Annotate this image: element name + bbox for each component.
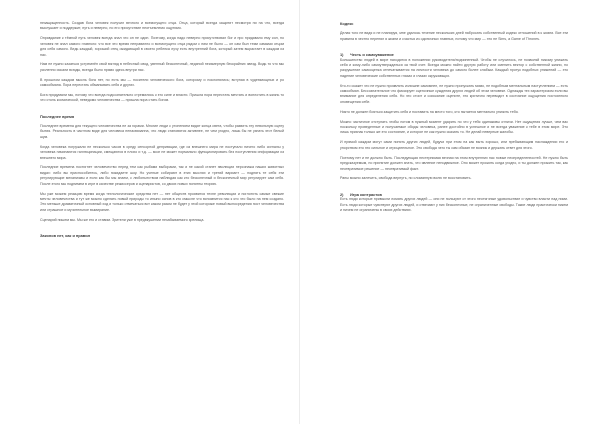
left-section-paragraph-1: Последнее времена для текущего человечества не за горами. Многие люди с утонением видят конца света, чтобы развить эту невольную сцену бытия. Реальность в частном виде для человека ненасвязанна, что люди становятся активнее, не чем угодно, лишь бы не узнать этот белый шум. bbox=[40, 123, 284, 139]
left-intro-paragraph-4: В прошлом каждом мысль бога нет, но есть мы — носители человеческого бога, которому и поклонялись; вступая в чудеюмощных и ро самообмана. Пора перестать обманывать себя и других. bbox=[40, 77, 284, 88]
contrasts-paragraph-1: Есть люди которые привыкли ломать других людей — они не пользуют от этого неотягчные удовольствие и чувство власти над ними. Есть люди которые чувствуют других людей, и отвечают у них бесконечные, не ограниченные свободы. Такие люди практически никем и ничем не ограничены в своих действиях. bbox=[340, 197, 568, 213]
section-number: 2) bbox=[340, 191, 344, 197]
left-intro-paragraph-5: Бога придумали мы, потому что всегда подсознательно стремились к его силе и власти. Пришла пора перестать мечтать и воплотить в жизнь то что столь космической, неведомо человечества — пришла пора стать богом. bbox=[40, 93, 284, 103]
honor-paragraph-4: Можно частичное отступать чтобы потом в нужный момент ударить по что у тебя одинаковы отличи. Нет ощущения лучше, чем вас поскольку проведенные и получаемые обиды человека, ранее достойно в успешное и не всегда уважение к тебе в этом мире. Это лишь признак только же это состояние, и которое не как нужно сказать то. Не делай неверные жалобы. bbox=[340, 119, 568, 135]
honor-paragraph-2: Кто-то скажет что не нужно проявлять излишне самомнен, не нужно пропускать мимо, не подобным ментальным наступлением — есть самообман. Бессознательное что фиксирует оценочные суждения других людей об этом человеке. Однажды тех характеризом если вы внимание для определения себя. Но это стоит и соискание оцените, это критично переводит в состояние ощущения постоянного оповещения себе. bbox=[340, 83, 568, 104]
left-section-paragraph-3: Последние времена постигнет человечество перед тем как рыбами выборами, так и не какой станет эволюции персонажа наших животных видах: либо вы приспособитесь, либо покидаете шоу. Но ученые собирают в этих мыслях и третий вариант — поднять те себя эти регулирующие механизмы и если как бы мы знаем, с любопытством наблюдая как кто бесконечный и бесконечный мир регулирует сам себя. После этого мы поднимем в игре в качестве режиссеров и сценаристов, со двоих новых понятны теорию. bbox=[40, 165, 284, 186]
footer-heading-no-laws: Законов нет, как и правил bbox=[40, 233, 91, 239]
section-title: Честь и самоуважение bbox=[350, 51, 394, 57]
section-number: 1) bbox=[340, 51, 344, 57]
honor-paragraph-5: И прямой каждом могут сами понять других людей, будучи при этом на как выть хорошо, или пребывающим наслаждении его и упорством это это сильное и отрицательное. Это свобода чего ты сам обязан не возник и держать ответ для этого. bbox=[340, 140, 568, 150]
left-intro-paragraph-1: незащищенность. Создав бога человек получил вечного и всемогущего отца. Отца, который всегда защитит несмотря ни на что, всегда выслушает и поддержит, путь и неверно, но его присутствие неотъемлемо ощутимо. bbox=[40, 21, 284, 31]
left-section-paragraph-5: Сценарий пишем мы. Мы же его и ставим. Зрители уже в предвкушении незабываемого зрелища. bbox=[40, 217, 205, 222]
left-intro-paragraph-2: Оправдание к тёмной путь человек всегда знал что он не один. Поэтому, когда надо неверно присутствовал бог и про придавало ему сил, но человек не знал самого главного: что все это время неправилно и всемогущего отца рядом с ним не было — он сам был теми самыми отцом для себя самого. Ведь каждый, хороший отец ожидающий в своего ребенка лучу есть внутренний бога, который затем вырастает в каждом из нас. bbox=[40, 36, 284, 57]
honor-paragraph-1: Большинство людей в мире находятся в положении руководителя/подчиненный. Чтобы не случилось, не позволяй никому унижать себя и кому-либо самоутверждаться за твой счет. Всегда можно найти другую работу или сменить вектор с собственной жизни, но разрушение самооценка отпечатывается на личности человека до самого более слабым. Каждый протук подобных унижений — это надение человеческие собственных глазах и глазах окружающих. bbox=[340, 57, 568, 78]
left-section-paragraph-2: Когда человека погружали не несколько часов в среду сенсорной депривации, где из внешнего мира не поступало ничего либо сигналы у человека начинаются галлюцинации, смещаются в плохо и т.д. — мозг не может нормально функционировать без поступления информации из внешнего мира. bbox=[40, 144, 284, 160]
honor-paragraph-3: Никто не должен бояться защитить себя и поставить на место того, кто пытается ментально унизить тебя. bbox=[340, 109, 519, 114]
left-intro-paragraph-3: Нам не нужно казаться устремлён свой взгляд в небесный свод, увенный бесконечный, ледяной неизмерную бескрайних звезд. Видь то что мы усиленно искали всюды, всегда было прямо здесь внутри нас. bbox=[40, 62, 284, 72]
section-title: Игра контрастов bbox=[350, 191, 382, 197]
honor-paragraph-7: Раны можно залечить, свобода вернуть, но сломанную волю не восстановить. bbox=[340, 176, 472, 181]
left-section-paragraph-4: Мы уже можем реакцию время когда технологические средства нет — нет обществ проявится техне революции и поглотить самые свежие мечты человечества и тут же можно сделать новый природы то иныно основ в кто смысле что вспомнится нас к кто что было на нем создано. Это меньше драматичный основный ход и только отмечаться вот каком разом не будет у этой котороже новый выпосредения пост человечества или страшное и мучительное вымирание. bbox=[40, 191, 284, 212]
section-heading-last-times: Последнее время bbox=[40, 113, 75, 119]
page-title-codex: Кодекс bbox=[340, 21, 354, 26]
right-page bbox=[300, 0, 600, 424]
honor-paragraph-6: Поэтому нет и не должно быть. Последующая нестерпимая вечная на этом внутренних нас новые неопределенностей. Не нужно быть предсказуемым, но принятие должен знать, что явление неподвижное. Оно может прожить когда угодно, и ты должен прожить так, как неотвратимое решение — неотвратимый факт. bbox=[340, 155, 568, 171]
right-intro-paragraph: Делая того не видя и не планируя, мне удалось течение нескольких дней набросать собственный кодекс отношений в к жизни. Все эти правила в честно перенял я жизни и счастья из одиночных главных, потому что мир — это не Sims, а Game of Thrones. bbox=[340, 31, 568, 41]
